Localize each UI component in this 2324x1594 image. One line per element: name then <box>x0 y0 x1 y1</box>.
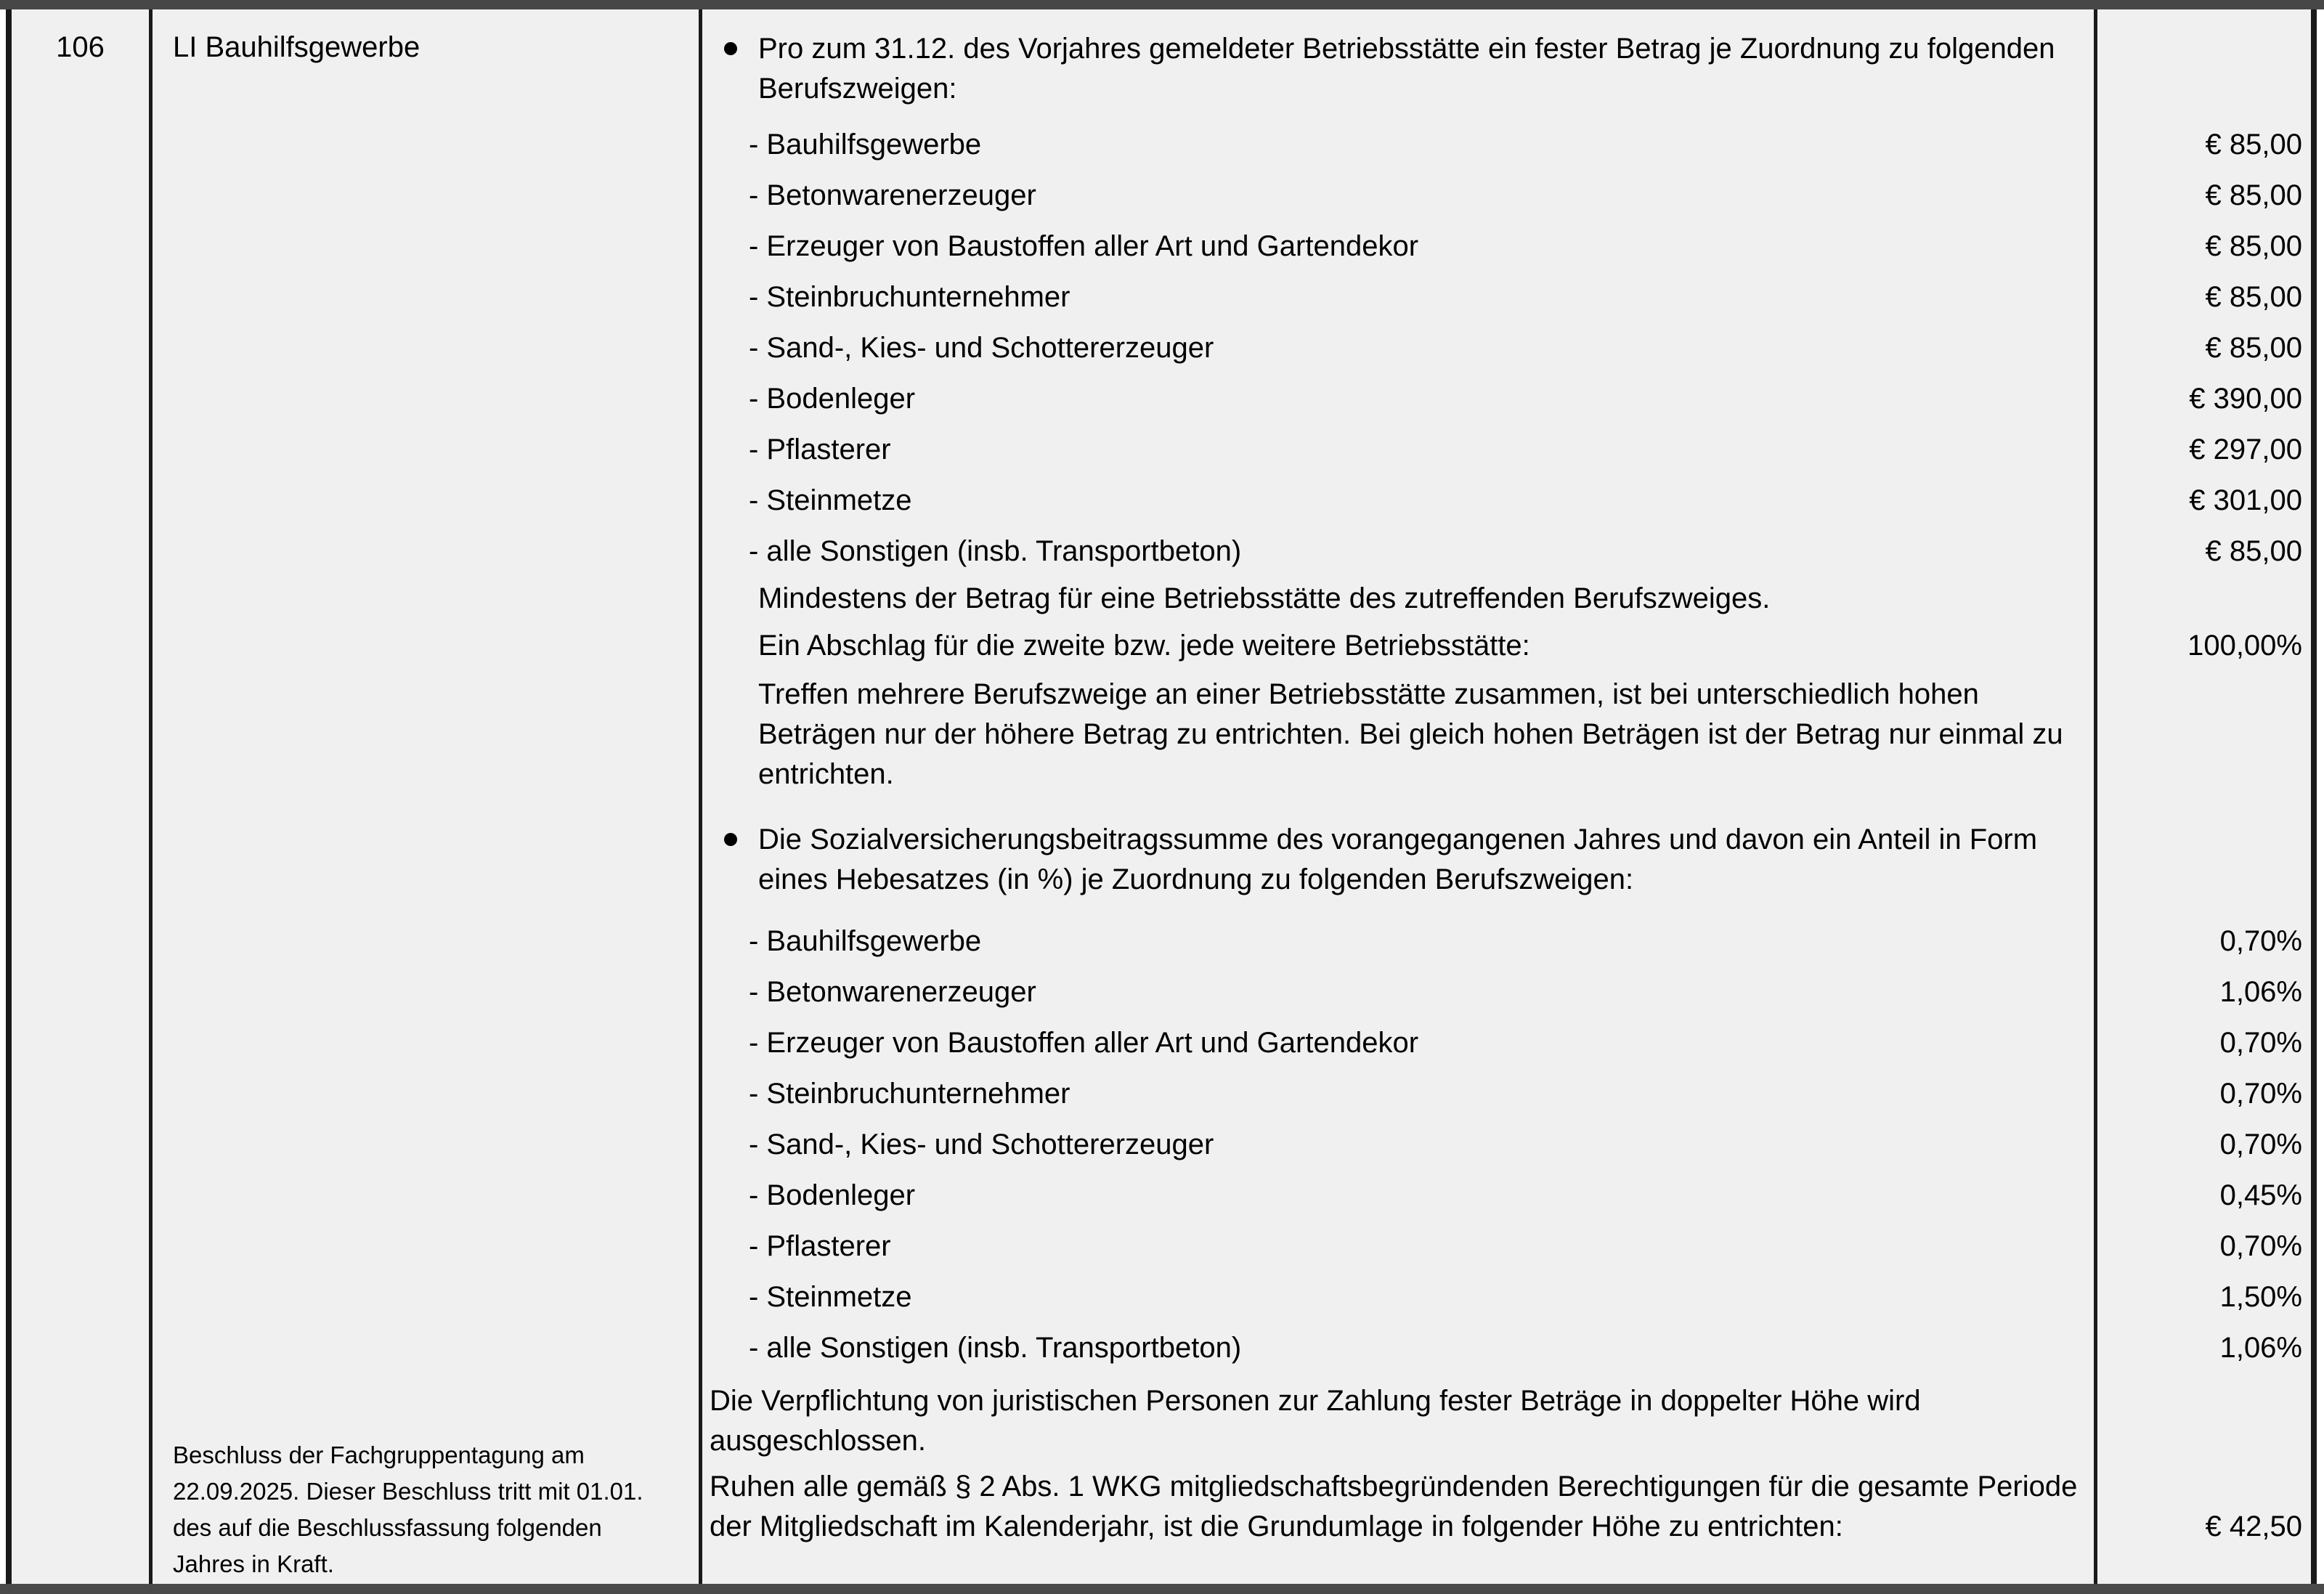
multi-branch-note: Treffen mehrere Berufszweige an einer Betriebsstätte zusammen, ist bei unterschiedlich hohen Beträgen nur der höhere Betrag zu entrichten. Bei gleich hohen Beträgen ist der Betrag nur einmal zu entrichten. <box>758 678 2063 790</box>
percent-intro: Die Sozialversicherungsbeitragssumme des vorangegangenen Jahres und davon ein Anteil in Form eines Hebesatzes (in %) je Zuordnung zu folgenden Berufszweigen: <box>758 824 2038 895</box>
list-item <box>702 176 2311 216</box>
item-label: - Steinbruchunternehmer <box>749 281 1070 313</box>
discount-label: Ein Abschlag für die zweite bzw. jede weitere Betriebsstätte: <box>758 630 1530 662</box>
bullet-icon <box>724 833 737 846</box>
bottom-window-edge <box>0 1584 2324 1594</box>
category-title: LI Bauhilfsgewerbe <box>173 31 420 63</box>
item-value: 1,06% <box>2219 1332 2302 1364</box>
item-value: € 85,00 <box>2205 281 2302 313</box>
item-value: € 390,00 <box>2189 383 2302 415</box>
percent-rate-list <box>702 922 2311 1368</box>
item-value: 1,06% <box>2219 976 2302 1008</box>
list-item <box>702 328 2311 368</box>
fixed-amount-intro: Pro zum 31.12. des Vorjahres gemeldeter Betriebsstätte ein fester Betrag je Zuordnung zu folgenden Berufszweigen: <box>758 33 2055 105</box>
item-value: 0,70% <box>2219 1230 2302 1262</box>
legal-person-note: Die Verpflichtung von juristischen Personen zur Zahlung fester Beträge in doppelter Höhe wird ausgeschlossen. <box>710 1385 1921 1457</box>
discount-value: 100,00% <box>2187 630 2302 662</box>
list-item <box>702 972 2311 1012</box>
item-value: € 85,00 <box>2205 179 2302 211</box>
list-item <box>702 481 2311 521</box>
category-cell <box>153 9 702 1584</box>
list-item <box>702 1074 2311 1114</box>
item-label: - Steinmetze <box>749 484 912 516</box>
top-window-edge <box>0 0 2324 9</box>
multi-branch-row <box>702 675 2311 794</box>
item-label: - Erzeuger von Baustoffen aller Art und Gartendekor <box>749 230 1419 262</box>
item-label: - Bodenleger <box>749 383 916 415</box>
item-label: - alle Sonstigen (insb. Transportbeton) <box>749 1332 1242 1364</box>
list-item <box>702 1277 2311 1317</box>
grundumlagen-table-row <box>6 9 2317 1584</box>
list-item <box>702 532 2311 572</box>
item-label: - Steinbruchunternehmer <box>749 1078 1070 1110</box>
list-item <box>702 379 2311 419</box>
item-label: - Sand-, Kies- und Schottererzeuger <box>749 1129 1214 1160</box>
item-label: - Pflasterer <box>749 434 891 465</box>
item-value: 0,70% <box>2219 1027 2302 1059</box>
item-label: - Betonwarenerzeuger <box>749 976 1036 1008</box>
row-number-cell <box>12 9 153 1584</box>
row-number: 106 <box>56 31 105 63</box>
item-label: - Bodenleger <box>749 1179 916 1211</box>
dormant-value: € 42,50 <box>2205 1510 2302 1542</box>
fixed-amount-section <box>702 29 2311 109</box>
bullet-icon <box>724 42 737 55</box>
item-value: 1,50% <box>2219 1281 2302 1313</box>
dormant-label: Ruhen alle gemäß § 2 Abs. 1 WKG mitgliedschaftsbegründenden Berechtigungen für die gesamte Periode der Mitgliedschaft im Kalenderjahr, ist die Grundumlage in folgender Höhe zu entrichten: <box>710 1471 2078 1542</box>
list-item <box>702 922 2311 961</box>
item-label: - Pflasterer <box>749 1230 891 1262</box>
item-value: 0,45% <box>2219 1179 2302 1211</box>
list-item <box>702 277 2311 317</box>
list-item <box>702 1023 2311 1063</box>
item-value: € 85,00 <box>2205 332 2302 364</box>
percent-section <box>702 820 2311 900</box>
list-item <box>702 1227 2311 1266</box>
list-item <box>702 125 2311 165</box>
item-label: - Erzeuger von Baustoffen aller Art und Gartendekor <box>749 1027 1419 1059</box>
item-value: € 85,00 <box>2205 535 2302 567</box>
legal-person-row <box>702 1381 2311 1461</box>
item-value: € 85,00 <box>2205 230 2302 262</box>
item-label: - alle Sonstigen (insb. Transportbeton) <box>749 535 1242 567</box>
discount-row <box>702 626 2311 666</box>
minimum-note-row <box>702 579 2311 619</box>
item-value: 0,70% <box>2219 1129 2302 1160</box>
list-item <box>702 1125 2311 1165</box>
item-label: - Bauhilfsgewerbe <box>749 925 982 957</box>
item-label: - Sand-, Kies- und Schottererzeuger <box>749 332 1214 364</box>
dormant-row <box>702 1467 2311 1547</box>
minimum-note: Mindestens der Betrag für eine Betriebsstätte des zutreffenden Berufszweiges. <box>758 582 1771 614</box>
resolution-footnote: Beschluss der Fachgruppentagung am 22.09.2025. Dieser Beschluss tritt mit 01.01. des auf die Beschlussfassung folgenden Jahres in Kraft. <box>173 1441 643 1577</box>
value-column-divider <box>2094 9 2097 1584</box>
item-label: - Steinmetze <box>749 1281 912 1313</box>
list-item <box>702 227 2311 267</box>
item-value: 0,70% <box>2219 1078 2302 1110</box>
list-item <box>702 1176 2311 1216</box>
item-value: € 297,00 <box>2189 434 2302 465</box>
item-value: 0,70% <box>2219 925 2302 957</box>
fixed-amount-list <box>702 125 2311 572</box>
item-label: - Bauhilfsgewerbe <box>749 129 982 160</box>
item-value: € 85,00 <box>2205 129 2302 160</box>
details-cell <box>702 9 2311 1584</box>
item-label: - Betonwarenerzeuger <box>749 179 1036 211</box>
list-item <box>702 430 2311 470</box>
item-value: € 301,00 <box>2189 484 2302 516</box>
list-item <box>702 1328 2311 1368</box>
